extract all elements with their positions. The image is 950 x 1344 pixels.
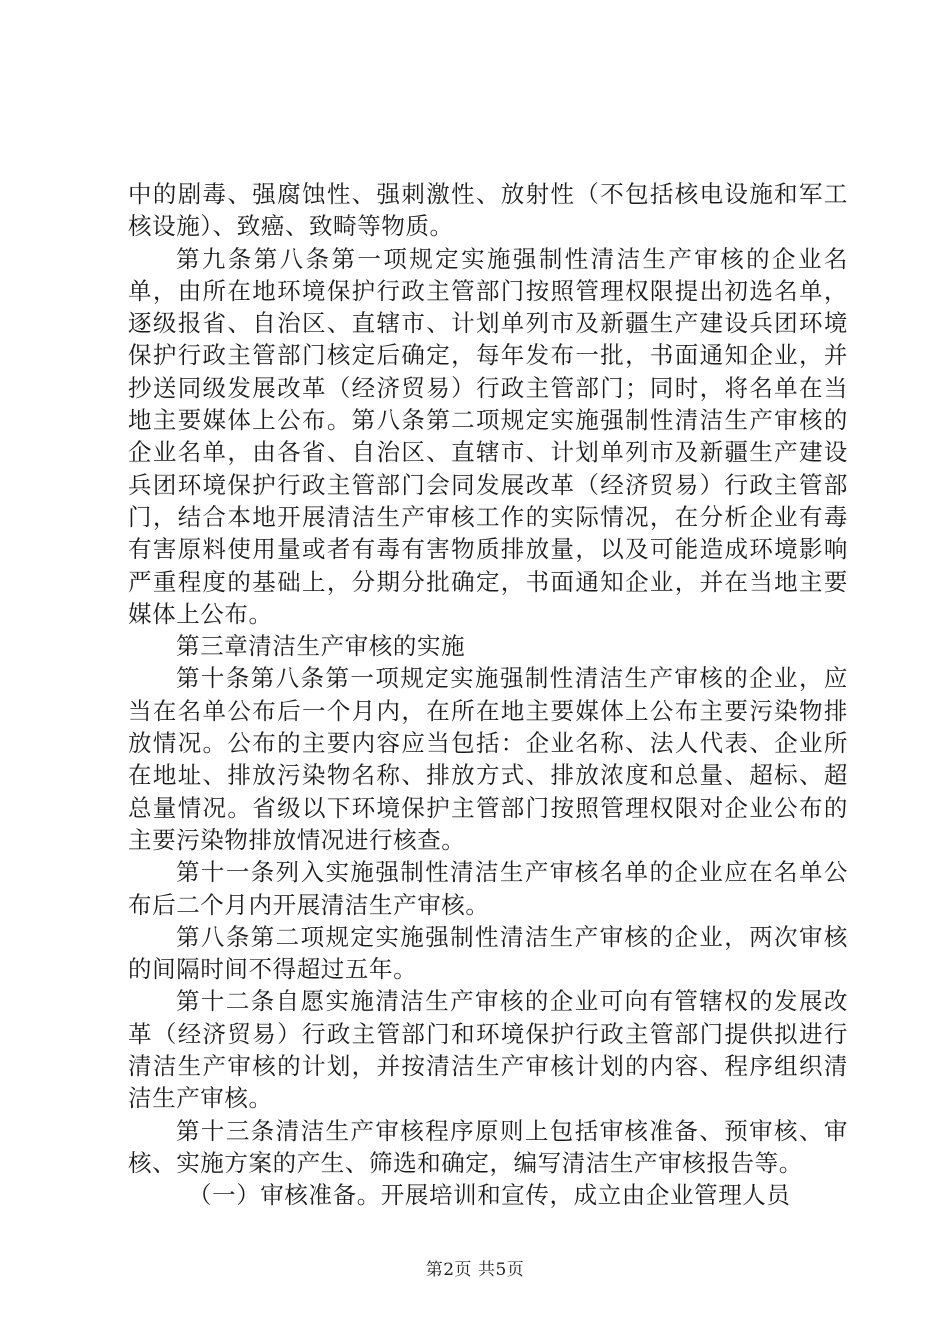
page-number-footer: 第2页 共5页 bbox=[425, 1260, 525, 1280]
paragraph-article-12: 第十二条自愿实施清洁生产审核的企业可向有管辖权的发展改革（经济贸易）行政主管部门和环境保护行政主管部门提供拟进行清洁生产审核的计划，并按清洁生产审核计划的内容、程序组织清洁生产审核。 bbox=[128, 987, 848, 1113]
paragraph-article-11: 第十一条列入实施强制性清洁生产审核名单的企业应在名单公布后二个月内开展清洁生产审核。 bbox=[128, 858, 848, 919]
paragraph-article-13: 第十三条清洁生产审核程序原则上包括审核准备、预审核、审核、实施方案的产生、筛选和确定，编写清洁生产审核报告等。 bbox=[128, 1116, 848, 1177]
paragraph-article-9: 第九条第八条第一项规定实施强制性清洁生产审核的企业名单，由所在地环境保护行政主管部门按照管理权限提出初选名单，逐级报省、自治区、直辖市、计划单列市及新疆生产建设兵团环境保护行政主管部门核定后确定，每年发布一批，书面通知企业，并抄送同级发展改革（经济贸易）行政主管部门；同时，将名单在当地主要媒体上公布。第八条第二项规定实施强制性清洁生产审核的企业名单，由各省、自治区、直辖市、计划单列市及新疆生产建设兵团环境保护行政主管部门会同发展改革（经济贸易）行政主管部门，结合本地开展清洁生产审核工作的实际情况，在分析企业有毒有害原料使用量或者有毒有害物质排放量，以及可能造成环境影响严重程度的基础上，分期分批确定，书面通知企业，并在当地主要媒体上公布。 bbox=[128, 244, 848, 628]
paragraph-continuation: 中的剧毒、强腐蚀性、强刺激性、放射性（不包括核电设施和军工核设施）、致癌、致畸等物质。 bbox=[128, 180, 848, 241]
paragraph-article-10: 第十条第八条第一项规定实施强制性清洁生产审核的企业，应当在名单公布后一个月内，在所在地主要媒体上公布主要污染物排放情况。公布的主要内容应当包括：企业名称、法人代表、企业所在地址、排放污染物名称、排放方式、排放浓度和总量、超标、超总量情况。省级以下环境保护主管部门按照管理权限对企业公布的主要污染物排放情况进行核查。 bbox=[128, 664, 848, 854]
paragraph-item-1: （一）审核准备。开展培训和宣传，成立由企业管理人员 bbox=[188, 1181, 791, 1210]
chapter-heading: 第三章清洁生产审核的实施 bbox=[176, 632, 466, 661]
paragraph-article-11-item: 第八条第二项规定实施强制性清洁生产审核的企业，两次审核的间隔时间不得超过五年。 bbox=[128, 922, 848, 984]
document-body bbox=[128, 178, 848, 1212]
